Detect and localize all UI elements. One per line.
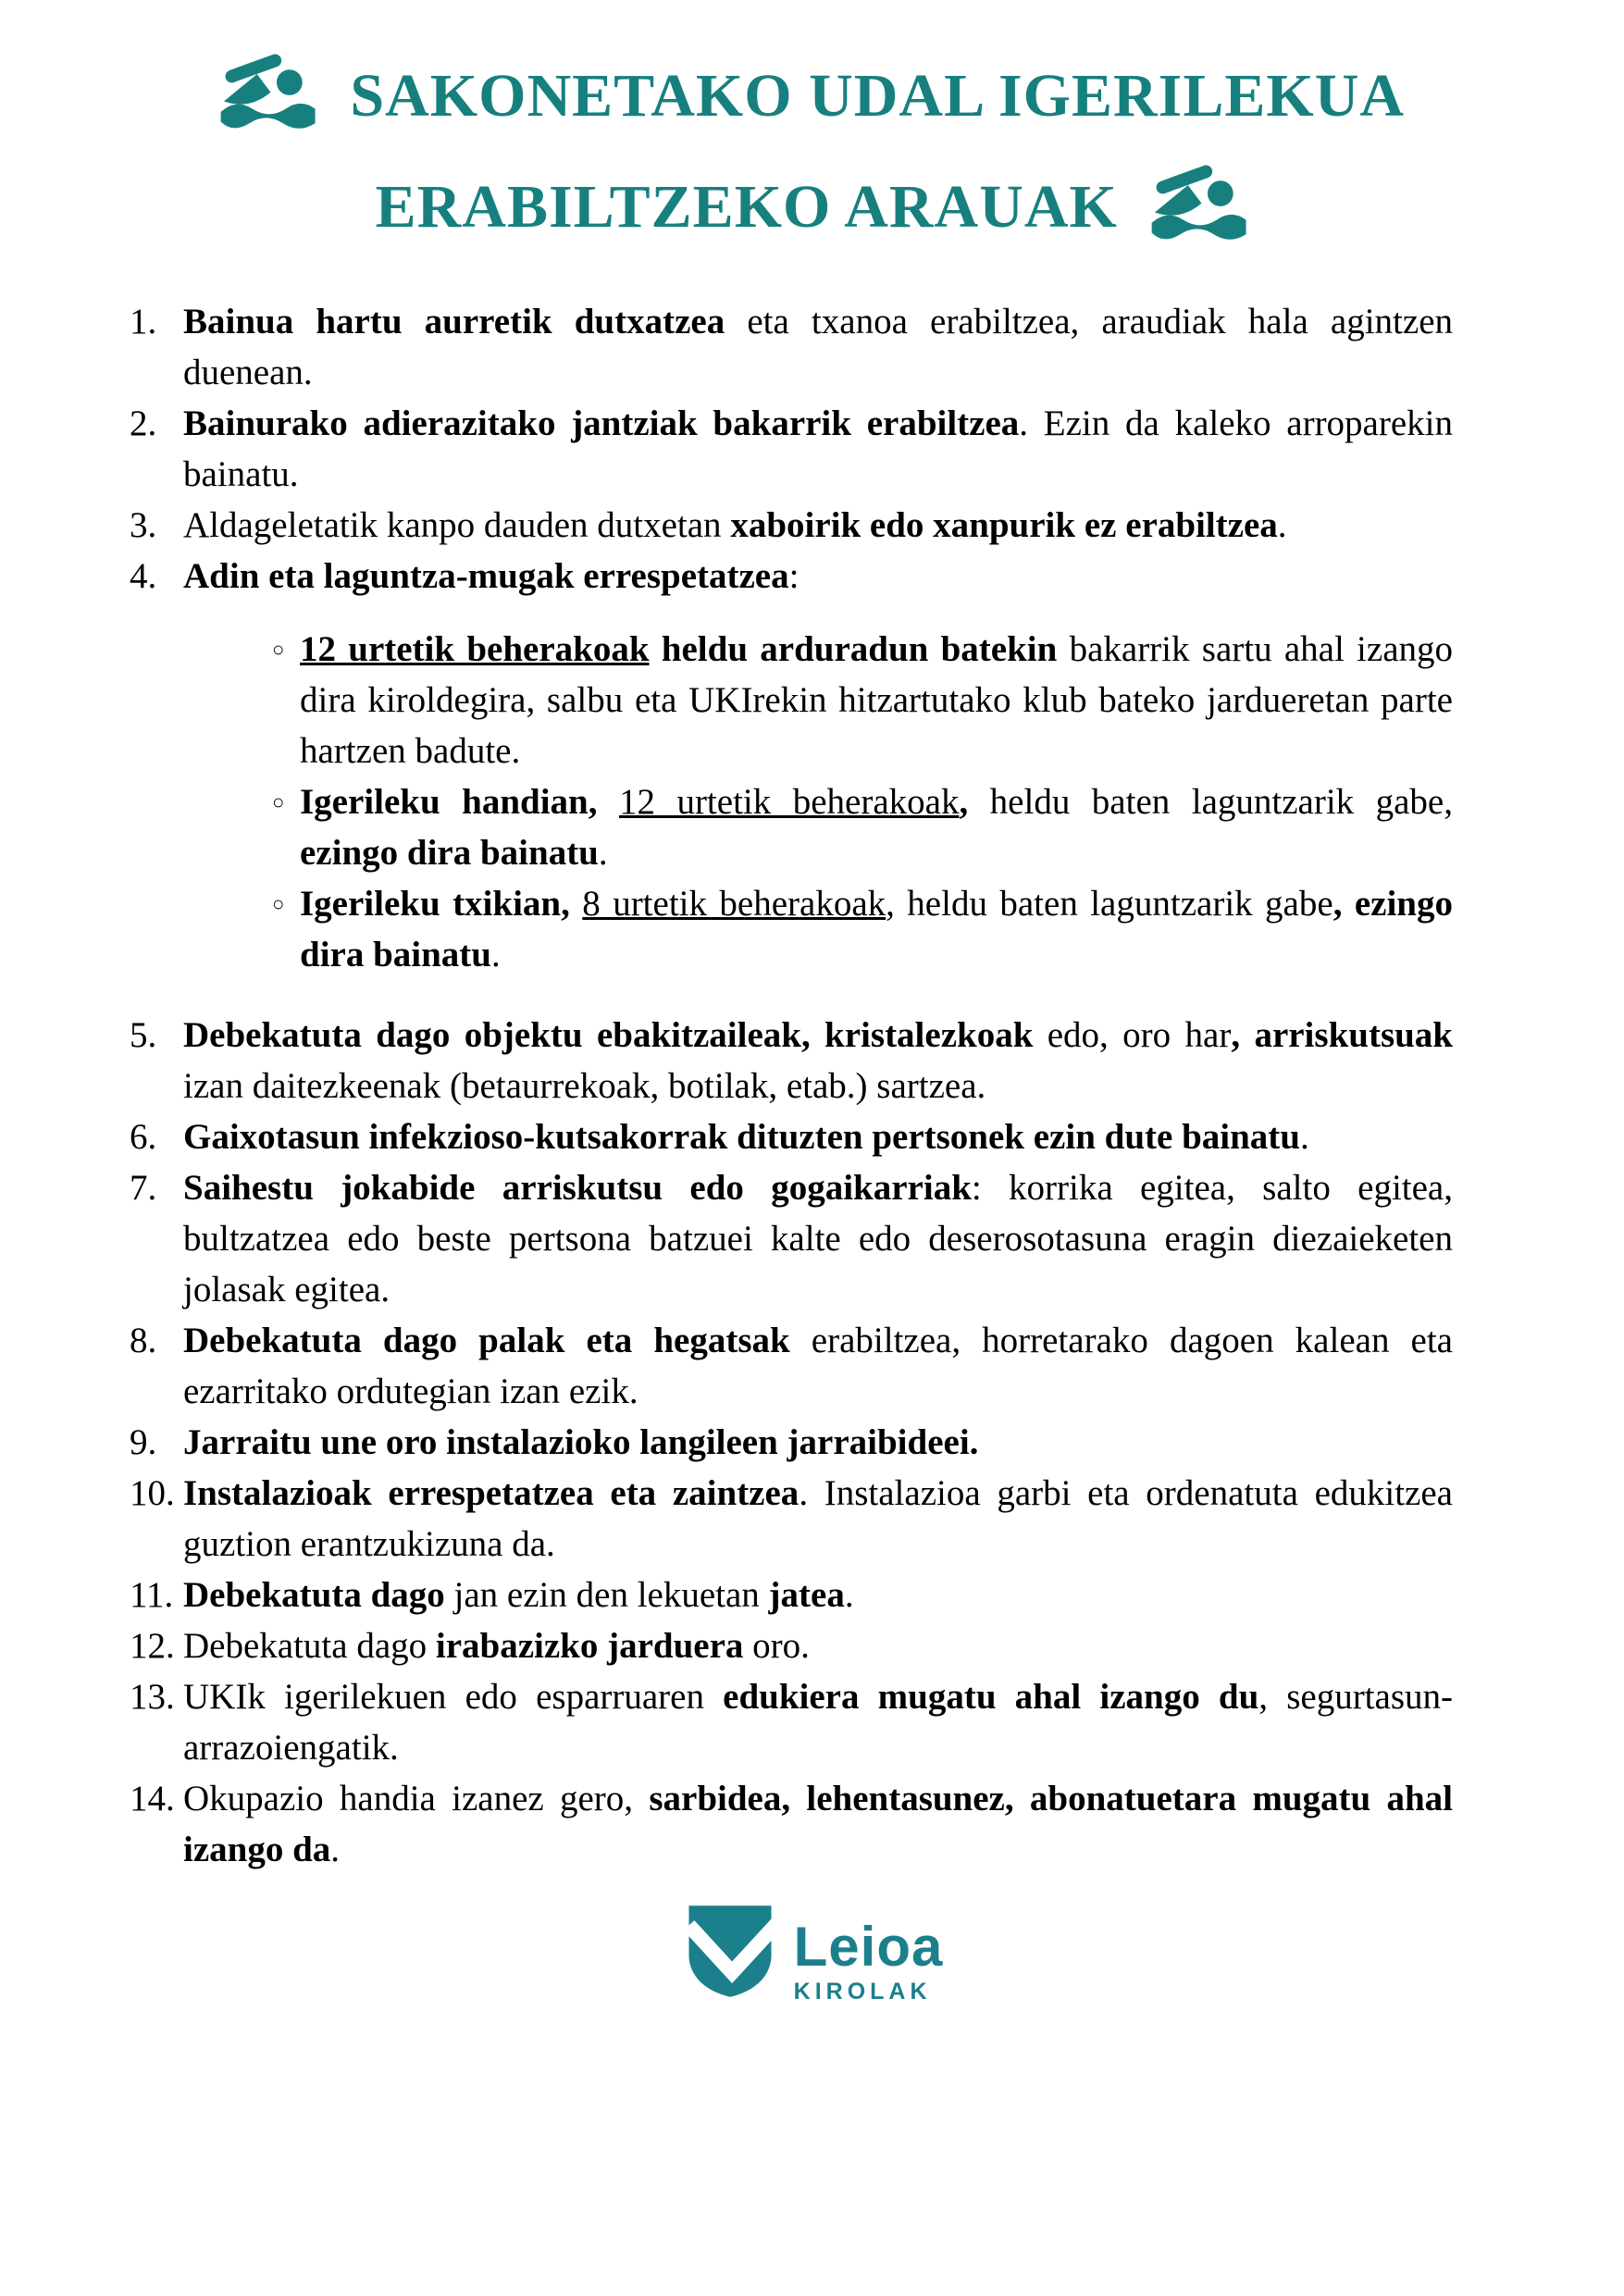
rule-item — [130, 1570, 1453, 1620]
rule-text — [183, 1422, 978, 1462]
sub-rule-item — [270, 878, 1453, 980]
rule-item — [130, 398, 1453, 500]
text-run: Instalazioak errespetatzea eta zaintzea — [183, 1473, 800, 1514]
swimmer-icon — [219, 45, 317, 132]
sub-rule-item — [270, 624, 1453, 776]
text-run: sarbidea, lehentasunez, abonatuetara mugatu ahal izango da — [183, 1779, 1454, 1870]
text-run: . — [1299, 1117, 1309, 1158]
rule-item — [130, 1620, 1453, 1671]
circle-bullet-icon: ○ — [272, 892, 285, 916]
text-run: , — [959, 782, 969, 823]
text-run: heldu baten laguntzarik gabe, — [968, 782, 1453, 823]
rule-number: 10. — [130, 1473, 175, 1514]
rule-number: 2. — [130, 403, 157, 444]
text-run: , ezingo dira bainatu — [300, 884, 1453, 975]
text-run: . — [490, 935, 501, 975]
rule-text — [183, 403, 1453, 494]
title-line-1 — [0, 41, 1624, 152]
rule-text — [183, 1168, 1453, 1309]
text-run: Igerileku handian, — [300, 782, 598, 823]
rule-item — [130, 1162, 1453, 1315]
text-run: Debekatuta dago palak eta hegatsak — [183, 1321, 790, 1361]
text-run: eta txanoa erabiltzea, araudiak hala agintzen duenean. — [183, 302, 1453, 393]
rule-text — [183, 1117, 1309, 1157]
text-run: irabazizko jarduera — [435, 1626, 744, 1667]
sub-rule-item — [270, 776, 1453, 878]
rule-item — [130, 296, 1453, 398]
rule-text — [183, 556, 799, 596]
logo-subtitle: KIROLAK — [793, 1979, 932, 2005]
rule-number: 3. — [130, 505, 157, 546]
text-run — [597, 782, 618, 822]
text-run: Okupazio handia izanez gero, — [183, 1779, 650, 1819]
rule-number: 8. — [130, 1321, 157, 1361]
text-run: . — [844, 1575, 854, 1616]
text-run: Aldageletatik kanpo dauden dutxetan — [183, 505, 731, 546]
text-run — [570, 884, 582, 924]
sub-rule-text — [300, 629, 1453, 771]
rule-number: 4. — [130, 556, 157, 597]
text-run: UKIk igerilekuen edo esparruaren — [183, 1677, 724, 1718]
rule-text — [183, 1779, 1453, 1869]
text-run: , arriskutsuak — [1231, 1015, 1453, 1056]
rule-item — [130, 1468, 1453, 1570]
text-run: . Instalazioa garbi eta ordenatuta edukitzea guztion erantzukizuna da. — [183, 1473, 1453, 1565]
text-run: . — [598, 833, 608, 874]
text-run: , heldu baten laguntzarik gabe — [886, 884, 1333, 925]
text-run: Igerileku txikian, — [300, 884, 570, 925]
rule-item — [130, 1315, 1453, 1417]
leioa-kirolak-logo — [0, 1895, 1624, 2005]
rule-number: 1. — [130, 302, 157, 342]
text-run: Debekatuta dago — [183, 1575, 445, 1616]
text-run: : korrika egitea, salto egitea, bultzatzea edo beste pertsona batzuei kalte edo deserosotasuna eragin diezaieketen jolasak egitea. — [183, 1168, 1453, 1310]
sub-rules-list — [270, 624, 1453, 980]
text-run: edo, oro har — [1033, 1015, 1232, 1056]
text-run: 12 urtetik beherakoak — [300, 629, 650, 670]
text-run: edukiera mugatu ahal izango du — [723, 1677, 1259, 1718]
text-run: . — [330, 1830, 341, 1870]
text-run: Debekatuta dago — [183, 1626, 436, 1667]
rule-number: 13. — [130, 1677, 175, 1718]
rule-text — [183, 505, 1287, 545]
text-run: jatea — [768, 1575, 845, 1616]
logo-text — [793, 1916, 944, 2005]
rules-list — [130, 296, 1453, 1875]
rule-item — [130, 1417, 1453, 1468]
title-text-2: ERABILTZEKO ARAUAK — [375, 173, 1118, 242]
rule-text — [183, 1473, 1453, 1564]
text-run: ezingo dira bainatu — [300, 833, 599, 874]
swimmer-icon — [1150, 156, 1248, 243]
rule-text — [183, 1575, 854, 1615]
rule-number: 11. — [130, 1575, 174, 1616]
text-run: Bainurako adierazitako jantziak bakarrik erabiltzea — [183, 403, 1020, 444]
rule-item — [130, 551, 1453, 602]
rule-text — [183, 1626, 810, 1666]
text-run: Gaixotasun infekzioso-kutsakorrak dituzten pertsonek ezin dute bainatu — [183, 1117, 1300, 1158]
rule-number: 14. — [130, 1779, 175, 1819]
rule-text — [183, 302, 1453, 392]
text-run: Adin eta laguntza-mugak errespetatzea — [183, 556, 789, 597]
sub-rule-text — [300, 884, 1453, 974]
circle-bullet-icon: ○ — [272, 638, 285, 662]
circle-bullet-icon: ○ — [272, 790, 285, 814]
text-run: oro. — [743, 1626, 810, 1667]
rule-number: 9. — [130, 1422, 157, 1463]
text-run: Bainua hartu aurretik dutxatzea — [183, 302, 725, 342]
rule-item — [130, 1111, 1453, 1162]
rule-text — [183, 1677, 1453, 1768]
text-run: jan ezin den lekuetan — [444, 1575, 769, 1616]
text-run: Saihestu jokabide arriskutsu edo gogaikarriak — [183, 1168, 972, 1209]
document-title — [0, 0, 1624, 263]
text-run: 8 urtetik beherakoak — [582, 884, 886, 925]
rule-number: 6. — [130, 1117, 157, 1158]
text-run: : — [788, 556, 800, 597]
rule-number: 12. — [130, 1626, 175, 1667]
text-run: . Ezin da kaleko arroparekin bainatu. — [183, 403, 1453, 495]
rule-item — [130, 1010, 1453, 1111]
shield-check-icon — [681, 1902, 779, 2000]
text-run: Jarraitu une oro instalazioko langileen jarraibideei. — [183, 1422, 979, 1463]
rule-number: 7. — [130, 1168, 157, 1209]
text-run: erabiltzea, horretarako dagoen kalean eta ezarritako ordutegian izan ezik. — [183, 1321, 1453, 1412]
rule-text — [183, 1321, 1453, 1411]
text-run: xaboirik edo xanpurik ez erabiltzea — [730, 505, 1278, 546]
text-run: bakarrik sartu ahal izango dira kiroldegira, salbu eta UKIrekin hitzartutako klub bateko jardueretan parte hartzen badute. — [300, 629, 1454, 772]
text-run: 12 urtetik beherakoak — [618, 782, 960, 823]
text-run: heldu arduradun batekin — [649, 629, 1058, 670]
rule-item — [130, 1671, 1453, 1773]
rule-item — [130, 500, 1453, 551]
text-run: . — [1277, 505, 1287, 546]
title-text-1: SAKONETAKO UDAL IGERILEKUA — [350, 62, 1406, 130]
rule-text — [183, 1015, 1453, 1106]
text-run: izan daitezkeenak (betaurrekoak, botilak, etab.) sartzea. — [183, 1066, 986, 1107]
rule-number: 5. — [130, 1015, 157, 1056]
title-line-2 — [0, 152, 1624, 263]
text-run: Debekatuta dago objektu ebakitzaileak, kristalezkoak — [183, 1015, 1034, 1056]
sub-rule-text — [300, 782, 1453, 873]
rule-item — [130, 1773, 1453, 1875]
logo-name: Leioa — [793, 1916, 944, 1979]
text-run: , segurtasun-arrazoiengatik. — [183, 1677, 1453, 1769]
